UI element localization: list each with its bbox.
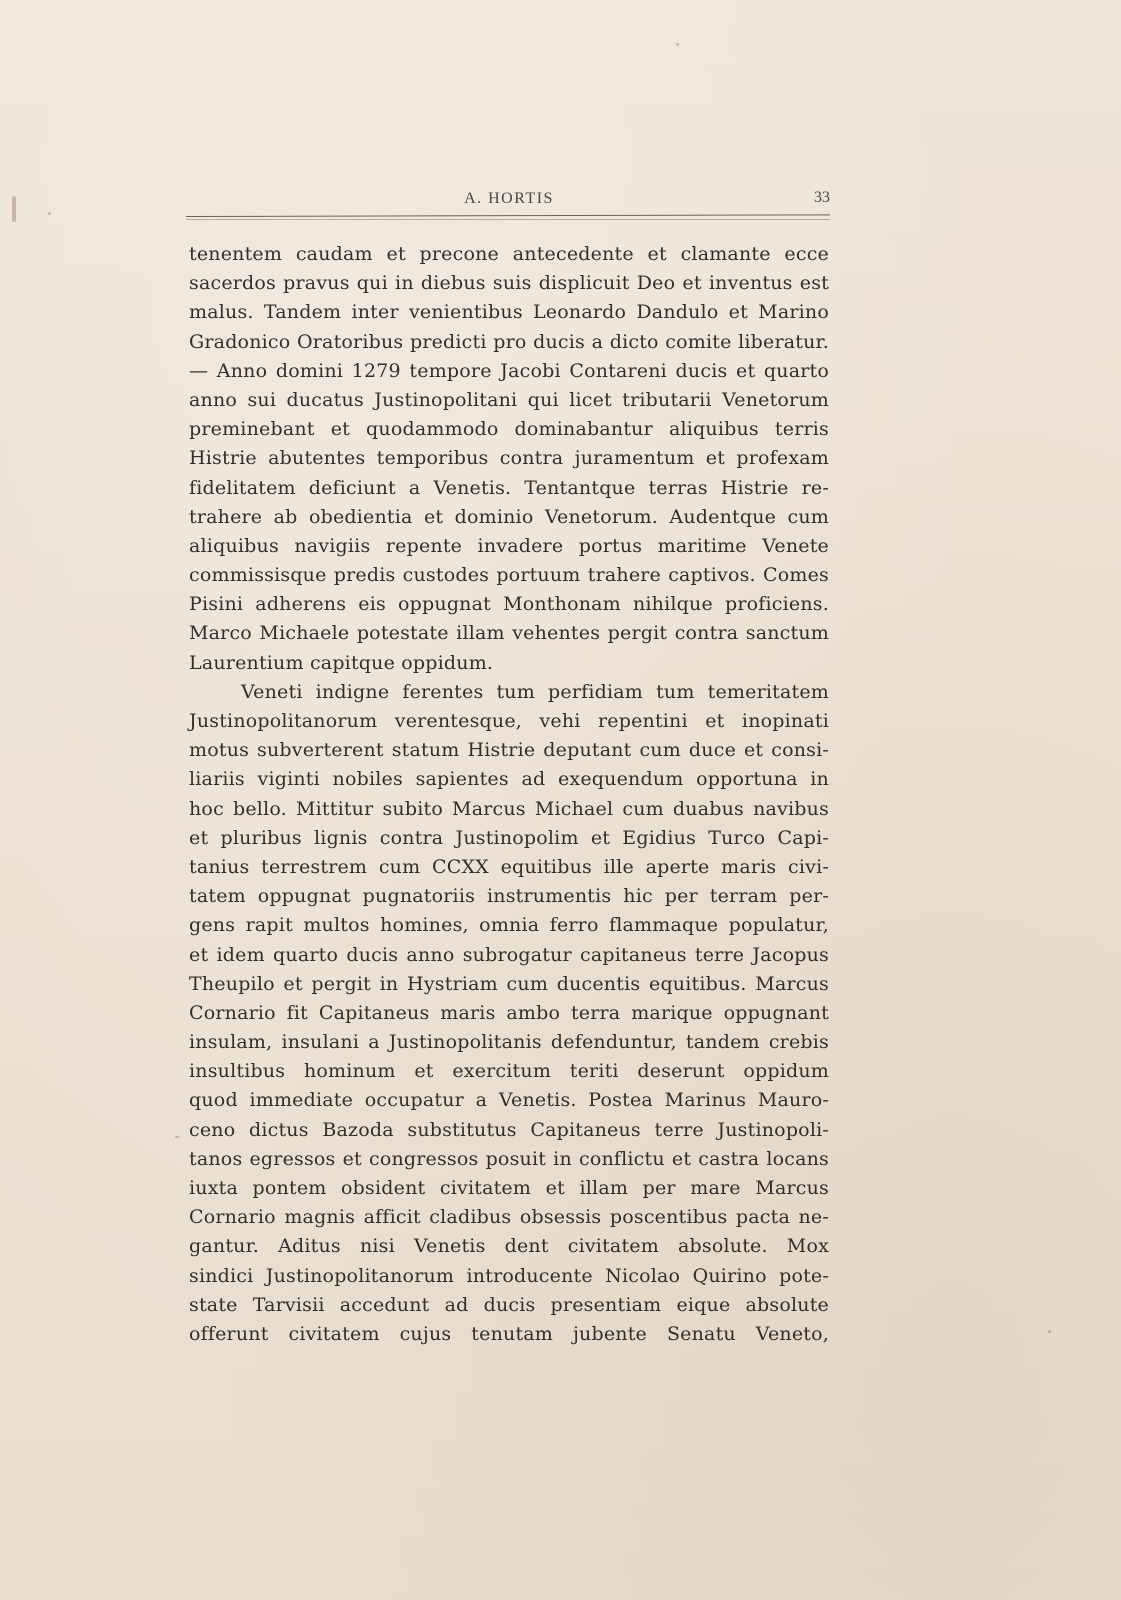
- text-line: sindici Justinopolitanorum introducente Nicolao Quirino pote-: [189, 1264, 829, 1287]
- body-text: [189, 240, 829, 1349]
- text-line: Veneti indigne ferentes tum perfidiam tum temeritatem: [241, 680, 829, 703]
- text-line: et idem quarto ducis anno subrogatur capitaneus terre Jacopus: [189, 943, 829, 966]
- paragraph-1: [189, 240, 829, 678]
- text-line: tanos egressos et congressos posuit in conflictu et castra locans: [189, 1147, 829, 1170]
- text-line: Cornario magnis afficit cladibus obsessis poscentibus pacta ne-: [189, 1206, 829, 1229]
- text-line: state Tarvisii accedunt ad ducis presentiam eique absolute: [189, 1293, 829, 1316]
- text-line: insultibus hominum et exercitum teriti deserunt oppidum: [189, 1060, 829, 1083]
- text-line: fidelitatem deficiunt a Venetis. Tentantque terras Histrie re-: [189, 476, 829, 499]
- text-line: trahere ab obedientia et dominio Venetorum. Audentque cum: [189, 505, 829, 528]
- text-line: sacerdos pravus qui in diebus suis displicuit Deo et inventus est: [189, 272, 829, 295]
- paper-smudge: [1048, 1330, 1051, 1333]
- text-line: malus. Tandem inter venientibus Leonardo Dandulo et Marino: [189, 301, 829, 324]
- running-title: A. HORTIS: [464, 190, 554, 207]
- text-line: quod immediate occupatur a Venetis. Postea Marinus Mauro-: [189, 1089, 829, 1112]
- text-line: Cornario fit Capitaneus maris ambo terra marique oppugnant: [189, 1001, 829, 1024]
- text-line: — Anno domini 1279 tempore Jacobi Contareni ducis et quarto: [189, 359, 829, 382]
- text-line: gens rapit multos homines, omnia ferro flammaque populatur,: [189, 914, 829, 937]
- text-line: gantur. Aditus nisi Venetis dent civitatem absolute. Mox: [189, 1235, 829, 1258]
- text-line: Laurentium capitque oppidum.: [189, 651, 494, 674]
- paper-smudge: [48, 212, 51, 215]
- text-line: tenentem caudam et precone antecedente et clamante ecce: [189, 243, 829, 265]
- text-line: Justinopolitanorum verentesque, vehi repentini et inopinati: [189, 710, 829, 732]
- text-line: motus subverterent statum Histrie deputant cum duce et consi-: [189, 739, 829, 762]
- text-line: offerunt civitatem cujus tenutam jubente Senatu Veneto,: [189, 1322, 829, 1345]
- text-line: commissisque predis custodes portuum trahere captivos. Comes: [189, 564, 829, 587]
- text-line: Pisini adherens eis oppugnat Monthonam nihilque proficiens.: [189, 593, 829, 616]
- text-line: liariis viginti nobiles sapientes ad exequendum opportuna in: [189, 768, 829, 791]
- text-line: insulam, insulani a Justinopolitanis defenduntur, tandem crebis: [189, 1031, 829, 1054]
- page-header: [186, 186, 832, 216]
- text-line: anno sui ducatus Justinopolitani qui licet tributarii Venetorum: [189, 388, 829, 411]
- text-line: et pluribus lignis contra Justinopolim et Egidius Turco Capi-: [189, 826, 829, 849]
- text-line: Theupilo et pergit in Hystriam cum ducentis equitibus. Marcus: [189, 972, 829, 995]
- text-line: Histrie abutentes temporibus contra juramentum et profexam: [189, 447, 829, 470]
- text-line: hoc bello. Mittitur subito Marcus Michael cum duabus navibus: [189, 797, 829, 820]
- header-rule-shadow: [186, 219, 830, 220]
- text-line: Gradonico Oratoribus predicti pro ducis a dicto comite liberatur.: [189, 330, 829, 353]
- paper-smudge: [12, 196, 16, 222]
- text-line: iuxta pontem obsident civitatem et illam per mare Marcus: [189, 1177, 829, 1199]
- text-line: aliquibus navigiis repente invadere portus maritime Venete: [189, 534, 829, 557]
- text-line: tatem oppugnat pugnatoriis instrumentis hic per terram per-: [189, 885, 829, 908]
- paper-smudge: [175, 1136, 179, 1138]
- page-number: 33: [814, 189, 830, 206]
- paragraph-2: [189, 678, 829, 1349]
- text-line: Marco Michaele potestate illam vehentes pergit contra sanctum: [189, 622, 829, 645]
- text-line: tanius terrestrem cum CCXX equitibus ille aperte maris civi-: [189, 855, 829, 878]
- text-line: ceno dictus Bazoda substitutus Capitaneus terre Justinopoli-: [189, 1118, 829, 1141]
- text-line: preminebant et quodammodo dominabantur aliquibus terris: [189, 418, 829, 441]
- paper-smudge: [676, 43, 679, 46]
